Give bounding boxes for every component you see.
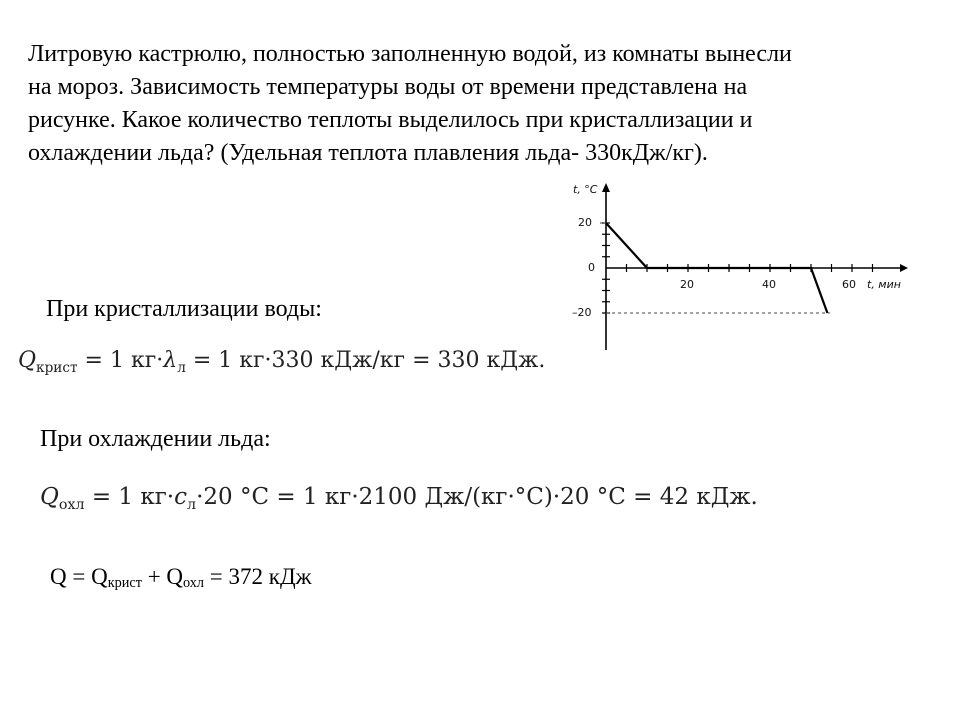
cooling-formula: [40, 484, 758, 513]
total-text: = 372 кДж: [204, 564, 312, 589]
formula-symbol: c: [174, 484, 187, 510]
problem-text: [28, 38, 928, 170]
y-axis-arrow: [602, 183, 610, 192]
total-subscript: крист: [107, 574, 142, 591]
formula-text: ·20 °C = 1 кг·2100 Дж/(кг·°C)·20 °C = 42 кДж.: [196, 484, 758, 510]
formula-text: = 1 кг·330 кДж/кг = 330 кДж.: [185, 348, 546, 373]
problem-line: рисунке. Какое количество теплоты выделилось при кристаллизации и: [28, 107, 753, 133]
formula-symbol: Q: [40, 484, 59, 510]
total-subscript: охл: [183, 574, 205, 591]
y-axis-label: t, °C: [573, 183, 598, 196]
total-text: Q = Q: [50, 564, 108, 589]
formula-text: = 1 кг·: [84, 484, 175, 510]
x-tick-label-40: 40: [762, 278, 776, 291]
y-tick-label-neg20: –20: [572, 306, 592, 319]
problem-line: охлаждении льда? (Удельная теплота плавления льда- 330кДж/кг).: [28, 140, 708, 166]
problem-line: на мороз. Зависимость температуры воды от времени представлена на: [28, 74, 748, 100]
x-axis-label: t, мин: [867, 278, 901, 291]
problem-line: Литровую кастрюлю, полностью заполненную водой, из комнаты вынесли: [28, 41, 792, 67]
formula-subscript: охл: [58, 496, 85, 513]
formula-text: = 1 кг·: [77, 348, 164, 373]
formula-subscript: крист: [36, 359, 78, 376]
crystallization-label: При кристаллизации воды:: [46, 296, 322, 322]
x-tick-label-60: 60: [842, 278, 856, 291]
formula-subscript: л: [177, 359, 186, 376]
total-text: + Q: [141, 564, 184, 589]
formula-symbol: Q: [18, 348, 37, 373]
y-tick-label-0: 0: [588, 261, 595, 274]
y-tick-label-20: 20: [578, 216, 592, 229]
total-heat-line: [50, 564, 312, 592]
x-tick-label-20: 20: [680, 278, 694, 291]
x-axis-arrow: [900, 264, 908, 272]
formula-symbol: λ: [163, 348, 178, 373]
temperature-time-graph: [560, 178, 930, 353]
cooling-label: При охлаждении льда:: [40, 426, 271, 452]
crystallization-formula: [18, 348, 545, 376]
formula-subscript: л: [187, 496, 197, 513]
